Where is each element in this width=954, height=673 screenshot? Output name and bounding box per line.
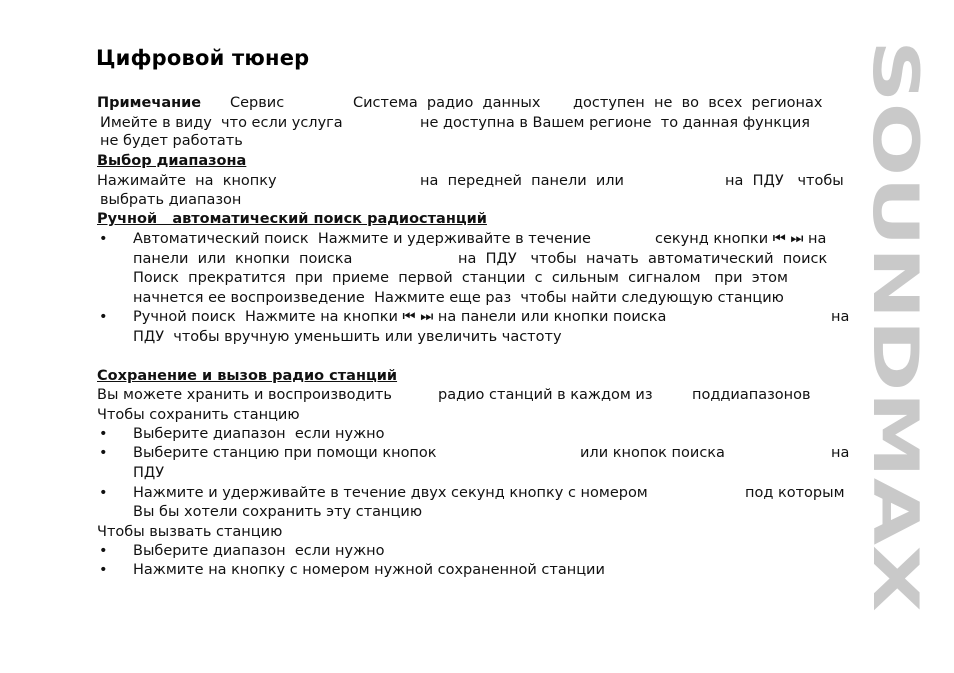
note-line3: не будет работать — [100, 133, 243, 149]
bullet-icon: • — [99, 309, 108, 325]
manual-search-line1-a: Ручной поиск Нажмите на кнопки ⏮ ⏭ на панели или кнопки поиска — [133, 309, 667, 325]
brand-logo — [859, 40, 932, 612]
save-intro: Чтобы сохранить станцию — [97, 407, 300, 423]
band-line1-a: Нажимайте на кнопку — [97, 173, 277, 189]
bullet-icon: • — [99, 562, 108, 578]
presets-line1-b: радио станций в каждом из — [438, 387, 653, 403]
auto-search-line1-b: секунд кнопки ⏮ ⏭ на — [655, 231, 827, 247]
save-step2-d: ПДУ — [133, 465, 165, 481]
save-step2-c: на — [831, 445, 850, 461]
bullet-icon: • — [99, 445, 108, 461]
note-line1-b: Система радио данных — [353, 95, 541, 111]
manual-search-line1-b: на — [831, 309, 850, 325]
band-heading: Выбор диапазона — [97, 153, 247, 169]
bullet-icon: • — [99, 485, 108, 501]
recall-intro: Чтобы вызвать станцию — [97, 524, 283, 540]
brand-logo-graphic — [859, 40, 932, 612]
page-title: Цифровой тюнер — [96, 46, 310, 70]
note-line2-b: не доступна в Вашем регионе то данная функция — [420, 115, 810, 131]
search-heading: Ручной автоматический поиск радиостанций — [97, 211, 487, 227]
band-line1-c: на ПДУ чтобы — [725, 173, 844, 189]
save-step2-a: Выберите станцию при помощи кнопок — [133, 445, 437, 461]
auto-search-line2-b: на ПДУ чтобы начать автоматический поиск — [458, 251, 828, 267]
save-step3-c: Вы бы хотели сохранить эту станцию — [133, 504, 423, 520]
note-line1-c: доступен не во всех регионах — [573, 95, 823, 111]
presets-heading: Сохранение и вызов радио станций — [97, 368, 398, 384]
auto-search-line2-a: панели или кнопки поиска — [133, 251, 353, 267]
note-label: Примечание — [97, 95, 202, 111]
auto-search-line3: Поиск прекратится при приеме первой станции с сильным сигналом при этом — [133, 270, 788, 286]
recall-step1: Выберите диапазон если нужно — [133, 543, 385, 559]
auto-search-line4: начнется ее воспроизведение Нажмите еще раз чтобы найти следующую станцию — [133, 290, 784, 306]
note-line2-a: Имейте в виду что если услуга — [100, 115, 343, 131]
auto-search-line1-a: Автоматический поиск Нажмите и удерживайте в течение — [133, 231, 591, 247]
bullet-icon: • — [99, 426, 108, 442]
note-line1-a: Сервис — [230, 95, 285, 111]
bullet-icon: • — [99, 543, 108, 559]
presets-line1-c: поддиапазонов — [692, 387, 811, 403]
recall-step2: Нажмите на кнопку с номером нужной сохраненной станции — [133, 562, 605, 578]
save-step3-a: Нажмите и удерживайте в течение двух секунд кнопку с номером — [133, 485, 648, 501]
presets-line1-a: Вы можете хранить и воспроизводить — [97, 387, 392, 403]
manual-search-line2: ПДУ чтобы вручную уменьшить или увеличить частоту — [133, 329, 562, 345]
save-step2-b: или кнопок поиска — [580, 445, 725, 461]
save-step1: Выберите диапазон если нужно — [133, 426, 385, 442]
band-line2: выбрать диапазон — [100, 192, 242, 208]
bullet-icon: • — [99, 231, 108, 247]
band-line1-b: на передней панели или — [420, 173, 624, 189]
brand-logo-text: SOUNDMAX — [859, 40, 932, 449]
save-step3-b: под которым — [745, 485, 845, 501]
